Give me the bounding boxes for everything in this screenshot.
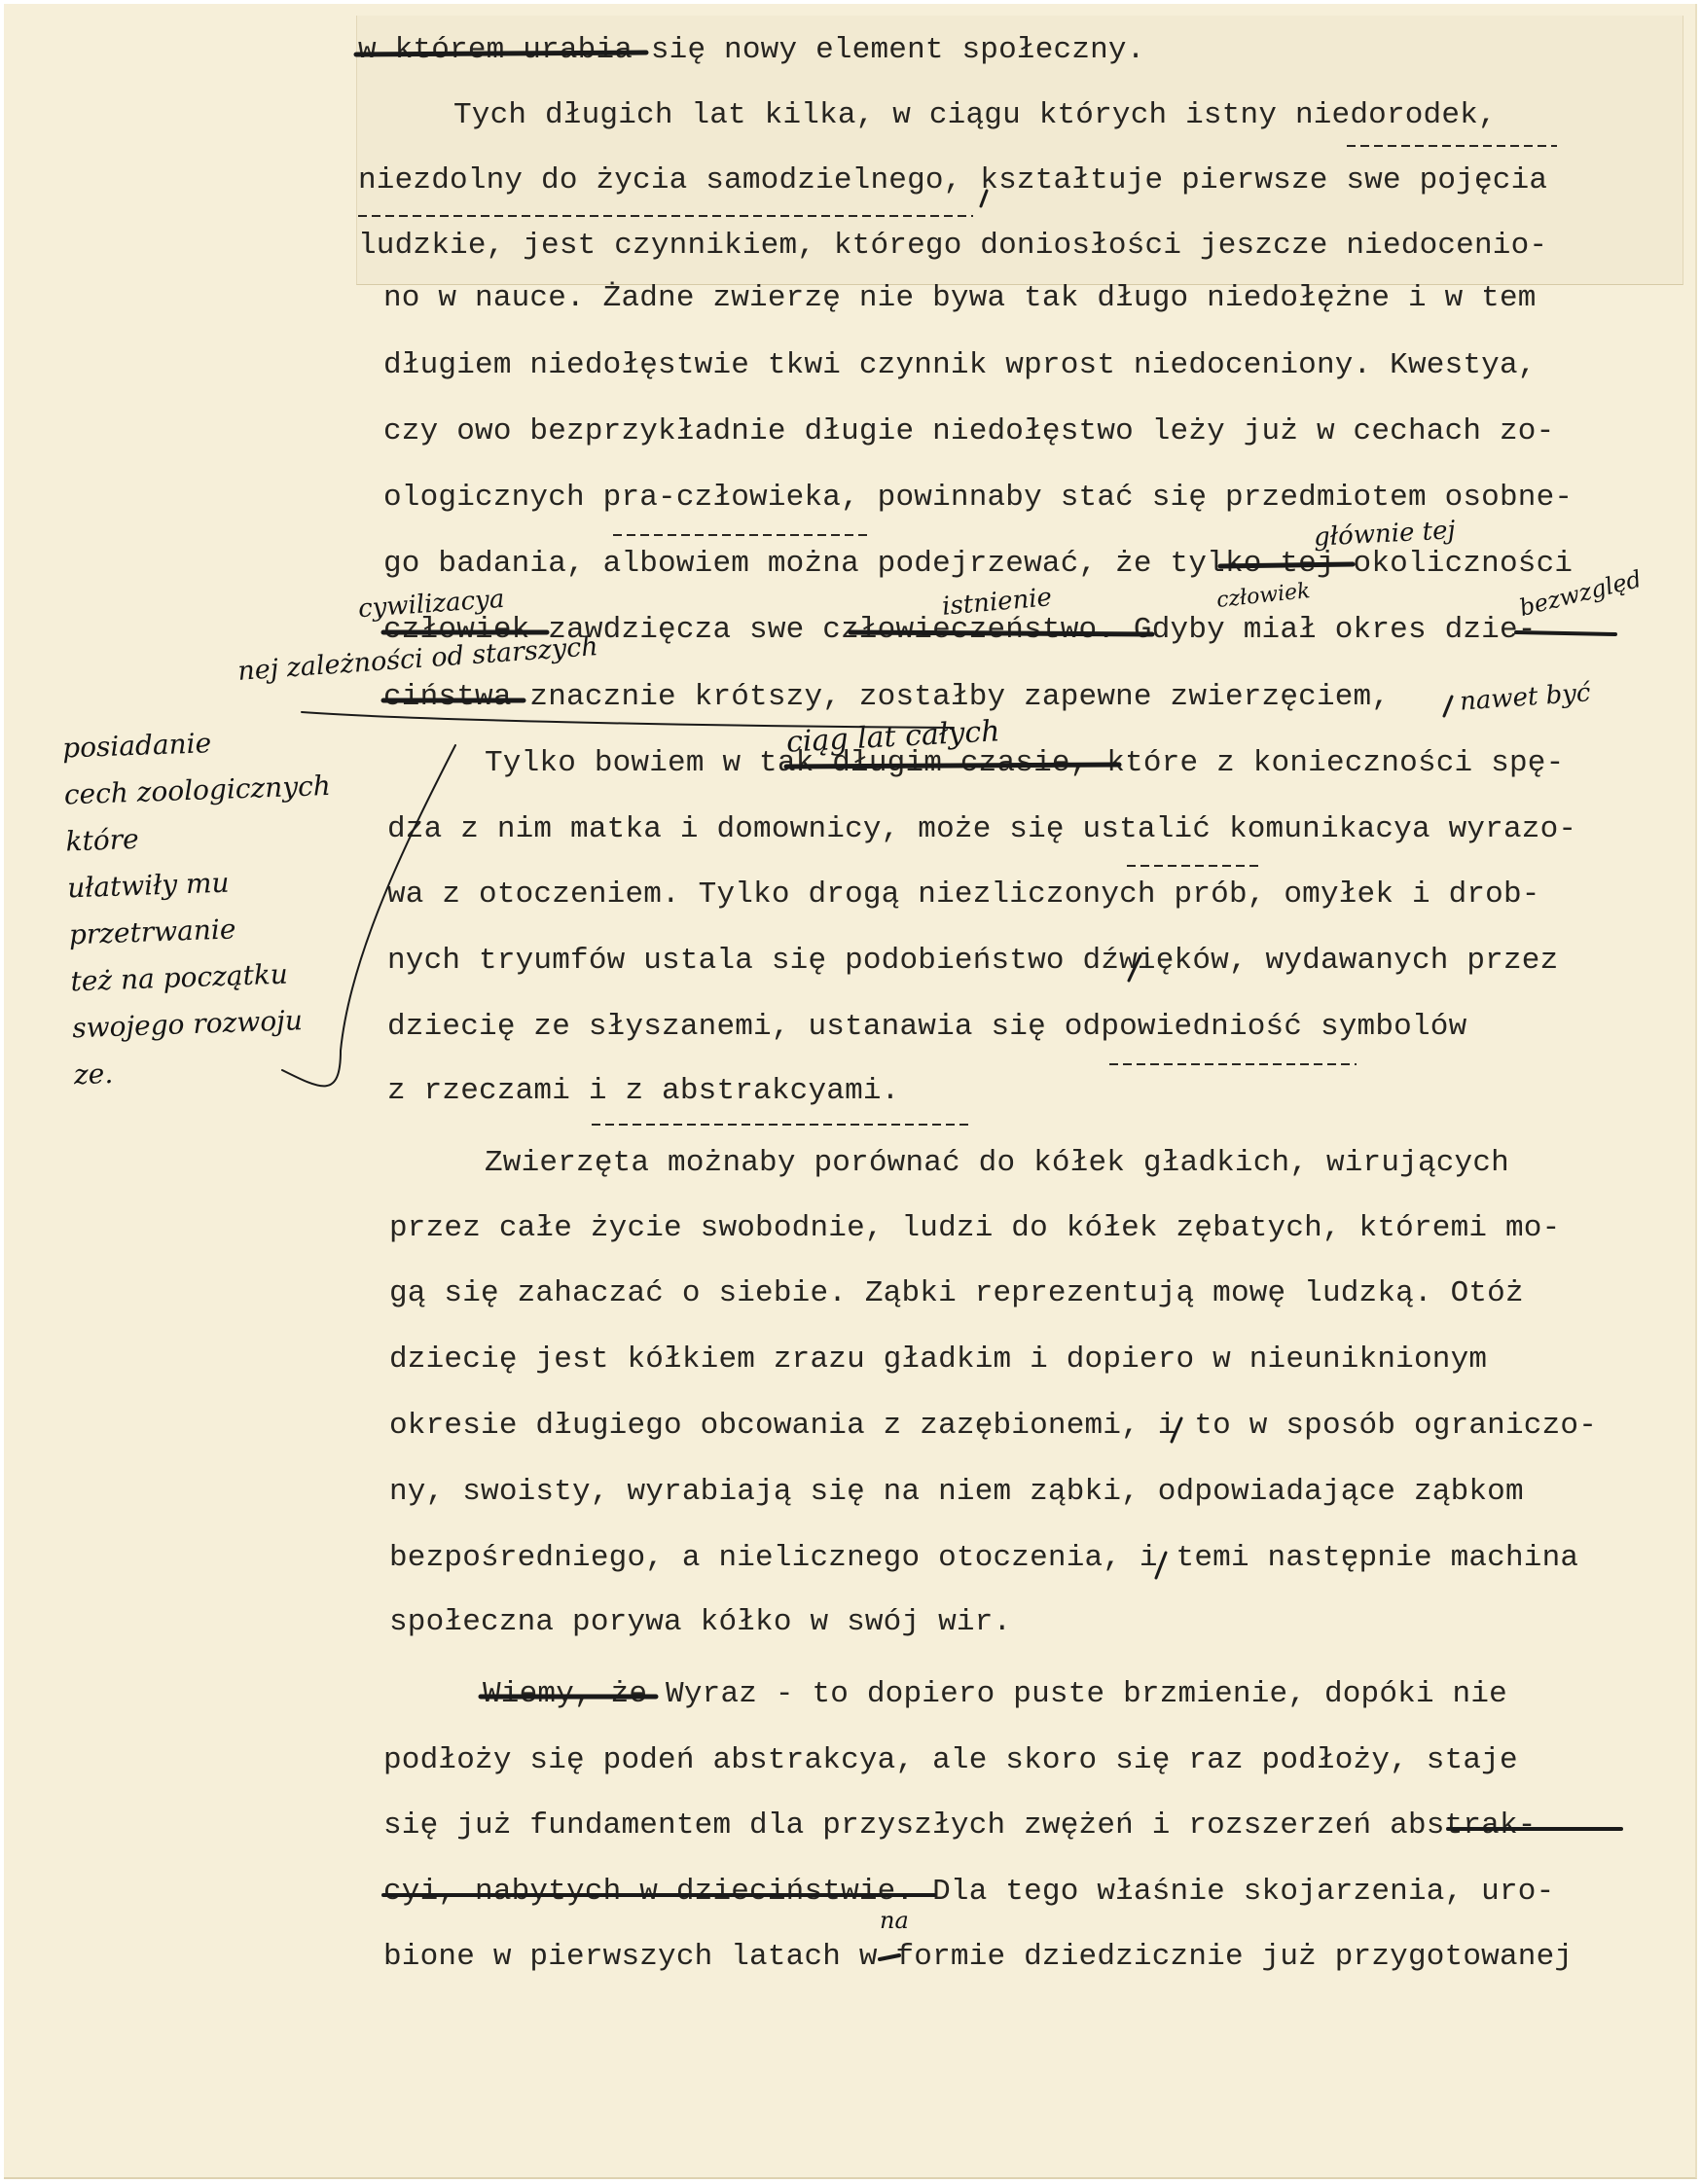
margin-note-line-2: cech zoologicznych	[63, 769, 332, 811]
typed-line-28: się już fundamentem dla przyszłych zwężeń i rozszerzeń abstrak-	[383, 1808, 1537, 1843]
typed-line-24: bezpośredniego, a nielicznego otoczenia, i temi następnie machina	[389, 1541, 1579, 1575]
typed-line-13: dza z nim matka i domownicy, może się ustalić komunikacya wyrazo-	[387, 812, 1577, 846]
typed-line-30: bione w pierwszych latach w formie dziedzicznie już przygotowanej	[383, 1940, 1574, 1974]
typed-line-26: Wiemy, że Wyraz - to dopiero puste brzmienie, dopóki nie	[483, 1677, 1507, 1711]
typed-line-12: Tylko bowiem w tak długim czasie, które z konieczności spę-	[485, 746, 1565, 780]
typed-line-11: ciństwa znacznie krótszy, zostałby zapewne zwierzęciem,	[383, 680, 1391, 714]
typed-line-9: go badania, albowiem można podejrzewać, że tylko tej okoliczności	[383, 547, 1574, 581]
typed-line-3: niezdolny do życia samodzielnego, kształtuje pierwsze swe pojęcia	[358, 163, 1548, 197]
typed-line-5: no w nauce. Żadne zwierzę nie bywa tak długo niedołężne i w tem	[383, 281, 1537, 315]
typed-line-16: dziecię ze słyszanemi, ustanawia się odpowiedniość symbolów	[387, 1010, 1467, 1044]
margin-note-line-6: też na początku	[70, 957, 289, 998]
margin-note-line-7: swojego rozwoju	[71, 1004, 304, 1045]
typed-line-25: społeczna porywa kółko w swój wir.	[389, 1605, 1012, 1639]
typed-line-6: długiem niedołęstwie tkwi czynnik wprost niedoceniony. Kwestya,	[383, 348, 1537, 382]
margin-note-line-8: ze.	[73, 1056, 114, 1092]
typed-line-27: podłoży się podeń abstrakcya, ale skoro się raz podłoży, staje	[383, 1743, 1518, 1777]
margin-note	[61, 715, 376, 1099]
handwritten-czlowiek: człowiek	[1214, 579, 1312, 613]
typed-line-7: czy owo bezprzykładnie długie niedołęstwo leży już w cechach zo-	[383, 414, 1555, 448]
margin-note-line-1: posiadanie	[61, 727, 212, 765]
typed-line-23: ny, swoisty, wyrabiają się na niem ząbki, odpowiadające ząbkom	[389, 1475, 1524, 1509]
handwritten-ciag-lat-calych: ciąg lat całych	[785, 714, 1001, 760]
typed-line-18: Zwierzęta możnaby porównać do kółek gładkich, wirujących	[485, 1146, 1509, 1180]
handwritten-na: na	[880, 1907, 909, 1934]
handwritten-glownie-tej: głównie tej	[1313, 516, 1457, 553]
typed-line-2: Tych długich lat kilka, w ciągu których istny niedorodek,	[453, 98, 1497, 132]
typed-line-29: cyi, nabytych w dzieciństwie. Dla tego właśnie skojarzenia, uro-	[383, 1875, 1555, 1909]
typed-line-20: gą się zahaczać o siebie. Ząbki reprezentują mowę ludzką. Otóż	[389, 1276, 1524, 1310]
handwritten-istnienie: istnienie	[940, 583, 1054, 622]
typed-line-15: nych tryumfów ustala się podobieństwo dźwięków, wydawanych przez	[387, 944, 1559, 978]
typed-line-17: z rzeczami i z abstrakcyami.	[387, 1074, 900, 1108]
typed-line-22: okresie długiego obcowania z zazębionemi, i to w sposób ograniczo-	[389, 1409, 1597, 1443]
typed-line-10: człowiek zawdzięcza swe człowieczeństwo. Gdyby miał okres dzie-	[383, 613, 1537, 647]
margin-note-line-3: które	[64, 822, 140, 858]
margin-note-line-5: przetrwanie	[68, 913, 236, 951]
typed-line-19: przez całe życie swobodnie, ludzi do kółek zębatych, któremi mo-	[389, 1211, 1561, 1245]
typed-line-21: dziecię jest kółkiem zrazu gładkim i dopiero w nieuniknionym	[389, 1343, 1488, 1377]
handwritten-nawet-byc: nawet być	[1459, 678, 1592, 717]
handwritten-cywilizacya: cywilizacya	[357, 584, 506, 625]
margin-note-line-4: ułatwiły mu	[66, 866, 231, 905]
typed-line-14: wa z otoczeniem. Tylko drogą niezliczonych prób, omyłek i drob-	[387, 877, 1540, 912]
typed-line-8: ologicznych pra-człowieka, powinnaby stać się przedmiotem osobne-	[383, 481, 1574, 515]
handwritten-bezwzgledn: bezwzględ	[1516, 564, 1645, 623]
typed-line-4: ludzkie, jest czynnikiem, którego doniosłości jeszcze niedocenio-	[358, 229, 1548, 263]
typed-line-1: w którem urabia się nowy element społeczny.	[358, 33, 1145, 67]
handwritten-zaleznosci: nej zależności od starszych	[236, 631, 599, 687]
